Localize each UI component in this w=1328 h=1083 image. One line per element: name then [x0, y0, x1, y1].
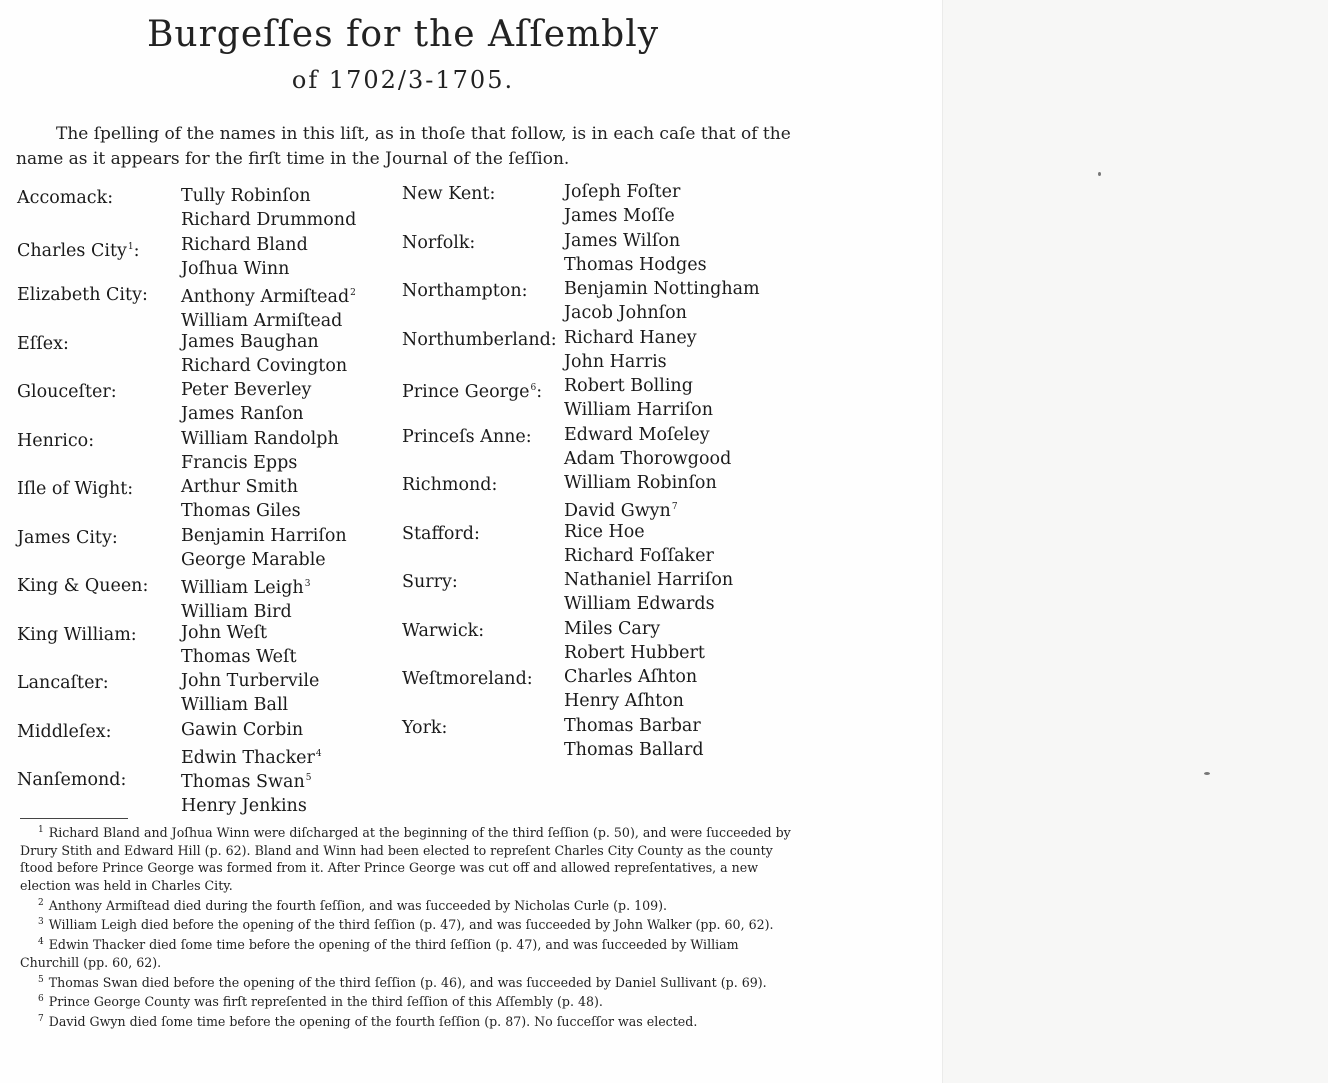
footnote-item: $^7$ David Gwyn died ſome time before the opening of the fourth ſeſſion (p. 87). No ſucceſſor was elected.: [38, 1014, 698, 1030]
county-name: Nanſemond:: [17, 770, 127, 790]
footnote-marker: 5: [305, 773, 312, 783]
burgess-name: William Edwards: [564, 594, 715, 614]
county-name: York:: [402, 717, 448, 738]
county-name: Accomack:: [17, 188, 114, 208]
burgess-name: William Ball: [181, 695, 289, 715]
county-name: Richmond:: [402, 475, 498, 495]
county-name: Henrico:: [17, 430, 95, 451]
burgess-name: William Randolph: [181, 428, 339, 449]
burgess-name: Joſhua Winn: [181, 258, 290, 279]
county-name: Middleſex:: [17, 721, 112, 742]
paper-speck: [1204, 772, 1210, 775]
footnote-item: $^1$ Richard Bland and Joſhua Winn were diſcharged at the beginning of the third ſeſſion (p. 50), and were ſucceeded by Drury Stith and Edward Hill (p. 62). Bland and Winn had been elected to repreſent Charles City County as the county ſtood before Prince George was formed from it. After Prince George was cut off and allowed repreſentatives, a new election was held in Charles City.: [20, 825, 791, 893]
burgess-name: Rice Hoe: [564, 521, 645, 542]
page-title: Burgeſſes for the Aſſembly: [146, 14, 660, 55]
county-name: Northampton:: [402, 281, 528, 301]
paper-speck: [1098, 172, 1101, 176]
burgess-name: Thomas Ballard: [564, 739, 704, 760]
burgess-name: Jacob Johnſon: [564, 303, 687, 323]
county-name: Norfolk:: [402, 232, 476, 253]
footnote-item: $^4$ Edwin Thacker died ſome time before the opening of the third ſeſſion (p. 47), and was ſucceeded by William Churchill (pp. 60, 62).: [20, 937, 739, 970]
burgess-name: Thomas Giles: [181, 501, 301, 521]
burgess-name: John Harris: [564, 351, 667, 372]
burgess-name: Nathaniel Harriſon: [564, 570, 734, 590]
burgess-name: Thomas Barbar: [564, 715, 701, 736]
footnote-marker: 4: [315, 748, 322, 759]
footnote-marker: 6: [530, 383, 537, 393]
burgess-name: John Turbervile: [181, 671, 320, 691]
burgess-name: Robert Bolling: [564, 376, 693, 396]
burgess-name: Richard Haney: [564, 327, 697, 348]
county-name: Glouceſter:: [17, 382, 117, 402]
footnote-marker: 3: [304, 579, 311, 589]
burgess-name: Richard Covington: [181, 355, 348, 376]
footnote-marker: 7: [671, 502, 678, 512]
county-name: Weſtmoreland:: [402, 669, 533, 689]
burgess-name: Edward Moſeley: [564, 424, 710, 445]
intro-paragraph: The ſpelling of the names in this liſt, as in thoſe that follow, is in each caſe that of the name as it appears for the firſt time in the Journal of the ſeſſion.: [16, 124, 791, 169]
burgess-name: Thomas Hodges: [564, 254, 707, 275]
page-subtitle: of 1702/3-1705.: [291, 66, 515, 94]
burgess-name: William Harriſon: [564, 400, 713, 420]
burgess-name: Richard Drummond: [181, 210, 357, 230]
burgess-name: Joſeph Foſter: [564, 182, 681, 202]
county-name: Princeſs Anne:: [402, 426, 532, 447]
county-name: King William:: [17, 624, 137, 645]
county-name: Warwick:: [402, 620, 485, 641]
burgess-name: Richard Foſſaker: [564, 545, 714, 566]
footnote-item: $^3$ William Leigh died before the opening of the third ſeſſion (p. 47), and was ſucceeded by John Walker (pp. 60, 62).: [38, 917, 774, 933]
footnote-marker: 2: [350, 288, 356, 298]
burgess-name: George Marable: [181, 549, 326, 570]
county-name: Prince George$^6$:: [402, 381, 543, 402]
county-name: Stafford:: [402, 523, 480, 544]
burgess-name: Henry Jenkins: [181, 795, 307, 816]
blank-page-edge: [942, 0, 1328, 1083]
county-name: Surry:: [402, 572, 458, 592]
county-name: King & Queen:: [17, 576, 149, 596]
county-name: New Kent:: [402, 184, 496, 204]
burgess-name: James Baughan: [181, 331, 319, 352]
burgess-name: James Ranſon: [181, 404, 304, 424]
burgess-name: Richard Bland: [181, 234, 308, 255]
burgess-name: Gawin Corbin: [181, 719, 304, 740]
county-name: Charles City$^1$:: [17, 240, 140, 261]
burgess-name: James Wilſon: [564, 230, 681, 251]
footnote-item: $^6$ Prince George County was firſt repreſented in the third ſeſſion of this Aſſembly (p. 48).: [38, 994, 603, 1010]
county-name: Iſle of Wight:: [17, 479, 134, 499]
burgess-name: Peter Beverley: [181, 380, 312, 400]
footnote-item: $^5$ Thomas Swan died before the opening of the third ſeſſion (p. 46), and was ſucceeded by Daniel Sullivant (p. 69).: [38, 974, 767, 990]
burgess-name: David Gwyn$^7$: [564, 500, 678, 521]
footnote-item: $^2$ Anthony Armiſtead died during the fourth ſeſſion, and was ſucceeded by Nicholas Curle (p. 109).: [38, 897, 668, 913]
burgess-name: Benjamin Harriſon: [181, 525, 347, 546]
burgess-name: Francis Epps: [181, 452, 298, 473]
burgess-name: Thomas Swan$^5$: [181, 771, 312, 792]
footnote-rule: [20, 818, 128, 819]
burgess-name: Charles Aſhton: [564, 667, 698, 687]
county-name: Northumberland:: [402, 329, 557, 350]
burgess-name: Tully Robinſon: [181, 186, 311, 206]
burgess-name: William Armiſtead: [181, 310, 343, 331]
burgess-name: Adam Thorowgood: [564, 448, 732, 469]
burgess-name: Miles Cary: [564, 618, 661, 639]
burgess-name: William Bird: [181, 601, 292, 622]
burgess-name: Benjamin Nottingham: [564, 279, 760, 299]
burgess-name: Arthur Smith: [181, 477, 298, 497]
county-name: James City:: [17, 527, 118, 548]
county-name: Eſſex:: [17, 333, 69, 354]
burgess-name: Thomas Weſt: [181, 646, 297, 667]
burgess-name: James Moſſe: [564, 206, 675, 226]
burgess-name: William Robinſon: [564, 473, 717, 493]
burgess-name: Robert Hubbert: [564, 642, 705, 663]
burgess-name: William Leigh$^3$: [181, 577, 311, 598]
county-name: Lancaſter:: [17, 673, 109, 693]
county-name: Elizabeth City:: [17, 285, 148, 305]
burgess-name: John Weſt: [181, 622, 268, 643]
burgess-name: Anthony Armiſtead$^2$: [181, 286, 356, 307]
footnote-marker: 1: [127, 241, 134, 252]
burgess-name: Henry Aſhton: [564, 691, 684, 711]
burgess-name: Edwin Thacker$^4$: [181, 747, 322, 768]
footnotes: [20, 822, 794, 1031]
